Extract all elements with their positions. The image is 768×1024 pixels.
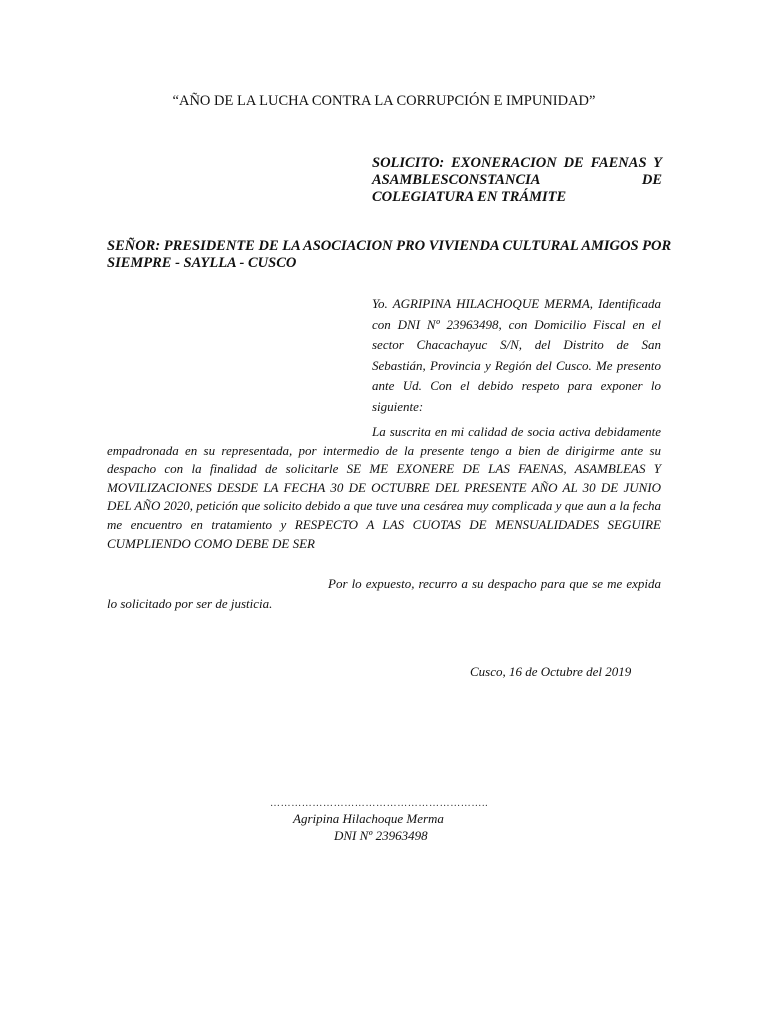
signature-line: …………………………………………………….. — [270, 798, 489, 809]
request-subject: SOLICITO: EXONERACION DE FAENAS Y ASAMBLESCONSTANCIA DE COLEGIATURA EN TRÁMITE — [372, 155, 662, 205]
signature-name: Agripina Hilachoque Merma — [293, 811, 444, 826]
body-text: La suscrita en mi calidad de socia activa debidamente empadronada en su representada, por intermedio de la presente tengo a bien de dirigirme ante su despacho con la finalidad de solicitarle SE ME EXONERE DE LAS FAENAS, ASAMBLEAS Y MOVILIZACIONES DESDE LA FECHA 30 DE OCTUBRE DEL PRESENTE AÑO AL 30 DE JUNIO DEL AÑO 2020, petición que solicito debido a que tuve una cesárea muy complicada y que aun a la fecha me encuentro en tratamiento y RESPECTO A LAS CUOTAS DE MENSUALIDADES SEGUIRE CUMPLIENDO COMO DEBE DE SER — [107, 424, 661, 551]
closing-text: Por lo expuesto, recurro a su despacho para que se me expida lo solicitado por ser de justicia. — [107, 576, 661, 611]
place-date: Cusco, 16 de Octubre del 2019 — [470, 664, 632, 679]
closing-paragraph — [107, 574, 661, 614]
signature-dni: DNI Nº 23963498 — [334, 828, 428, 843]
body-paragraph — [107, 423, 661, 553]
introduction-paragraph: Yo. AGRIPINA HILACHOQUE MERMA, Identificada con DNI Nº 23963498, con Domicilio Fiscal en el sector Chacachayuc S/N, del Distrito de San Sebastián, Provincia y Región del Cusco. Me presento ante Ud. Con el debido respeto para exponer lo siguiente: — [372, 296, 661, 414]
year-motto: “AÑO DE LA LUCHA CONTRA LA CORRUPCIÓN E IMPUNIDAD” — [172, 93, 596, 109]
addressee: SEÑOR: PRESIDENTE DE LA ASOCIACION PRO VIVIENDA CULTURAL AMIGOS POR SIEMPRE - SAYLLA - CUSCO — [107, 238, 672, 271]
